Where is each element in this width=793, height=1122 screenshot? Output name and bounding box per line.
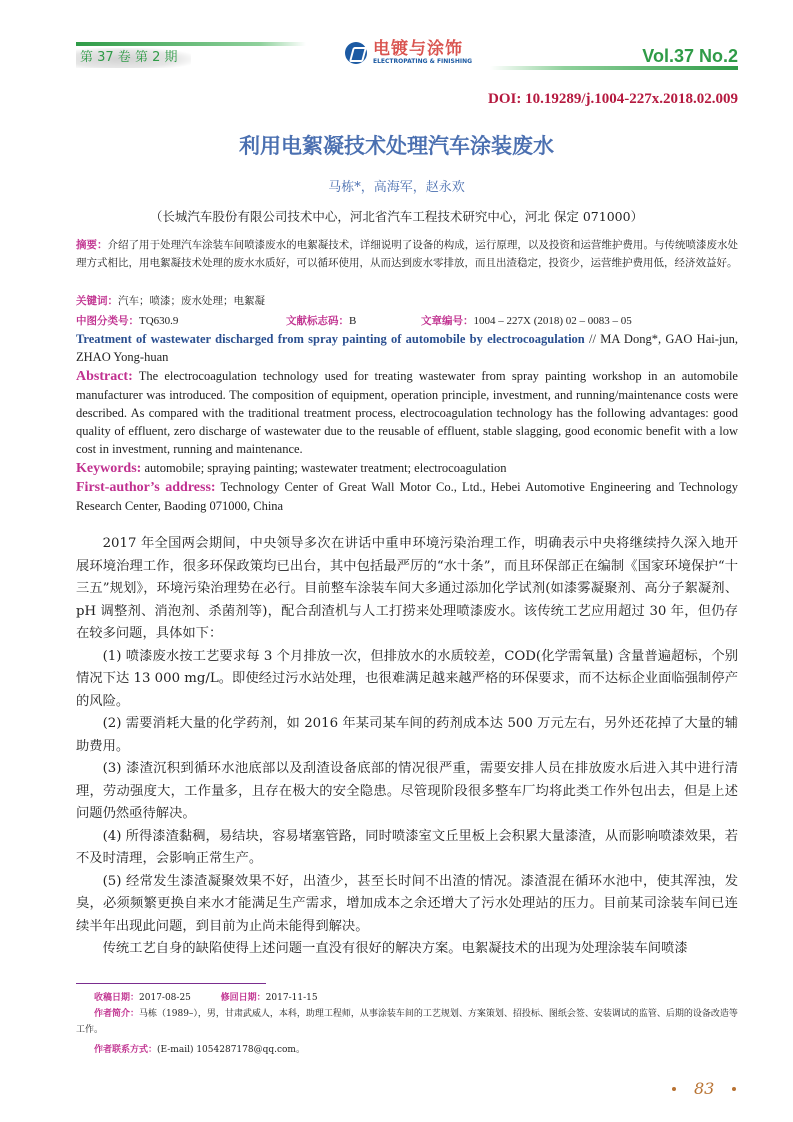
body-paragraph: 传统工艺自身的缺陷使得上述问题一直没有很好的解决方案。电絮凝技术的出现为处理涂装车间喷漆 [102,941,688,956]
article-authors: 马栋*，高海军，赵永欢 [328,180,465,195]
english-abstract-label: Abstract: [76,369,133,384]
bio-text: 马栋（1989–），男，甘肃武威人，本科，助理工程师，从事涂装车间的工艺规划、方案策划、招投标、图纸会签、安装调试的监管、后期的设备改造等工作。 [76,1009,738,1035]
article-affiliation: （长城汽车股份有限公司技术中心，河北省汽车工程技术研究中心，河北 保定 071000） [149,209,644,224]
english-title-block [76,330,738,366]
body-paragraph: 2017 年全国两会期间，中央领导多次在讲话中重申环境污染治理工作，明确表示中央将继续持久深入地开展环境治理工作，很多环保政策均已出台，其中包括最严厉的“水十条”，而且环保部正在编制《国家环境保护“十三五”规划》，环境污染治理势在必行。目前整车涂装车间大多通过添加化学试剂(如漆雾凝聚剂、高分子絮凝剂、pH 调整剂、消泡剂、杀菌剂等)，配合刮渣机与人工打捞来处理喷漆废水。该传统工艺应用超过 30 年，但仍存在较多问题，具体如下： [76,536,738,641]
page-dot-left [672,1087,676,1091]
page-number-text: 83 [694,1079,715,1098]
english-keywords [76,459,738,478]
received-date: 2017-08-25 [139,993,191,1003]
volume-label: Vol.37 No.2 [642,46,738,66]
footnote-contact [76,1042,738,1058]
english-address-text: Technology Center of Great Wall Motor Co., Ltd., Hebei Automotive Engineering and Technology Research Center, Baoding 071000, China [76,480,739,513]
article-title: 利用电絮凝技术处理汽车涂装废水 [239,134,554,158]
page-number [672,1079,736,1098]
revised-label: 修回日期： [220,993,266,1003]
clc-label: 中图分类号： [76,315,139,327]
abstract-cn [76,236,738,272]
clc-value: TQ630.9 [139,315,179,327]
article-id-value: 1004 – 227X (2018) 02 – 0083 – 05 [473,315,632,327]
english-authors: // MA Dong*, GAO Hai-jun, ZHAO Yong-huan [76,332,738,364]
page-dot-right [732,1087,736,1091]
doc-code-label: 文献标志码： [286,315,349,327]
contact-email[interactable]: (E-mail) 1054287178@qq.com。 [157,1045,305,1055]
journal-name-cn: 电镀与涂饰 [373,39,463,59]
body-text [76,533,738,961]
body-paragraph: (3) 漆渣沉积到循环水池底部以及刮渣设备底部的情况很严重，需要安排人员在排放废水后进入其中进行清理，劳动强度大，工作量多，且存在极大的安全隐患。尽管现阶段很多整车厂均将此类工作外包出去，但是上述问题仍然亟待解决。 [76,761,738,821]
body-paragraph: (5) 经常发生漆渣凝聚效果不好，出渣少，甚至长时间不出渣的情况。漆渣混在循环水池中，使其浑浊，发臭，必须频繁更换自来水才能满足生产需求，增加成本之余还增大了污水处理站的压力。目前某司涂装车间已连续半年出现此问题，到目前为止尚未能得到解决。 [76,873,738,934]
body-paragraph: (1) 喷漆废水按工艺要求每 3 个月排放一次，但排放水的水质较差，COD(化学需氧量) 含量普遍超标，个别情况下达 13 000 mg/L。即使经过污水站处理，也很难满足越来越严格的环保要求，而不达标企业面临强制停产的风险。 [76,648,738,709]
issue-label: 第 37 卷 第 2 期 [76,48,191,68]
journal-logo [345,40,472,66]
received-label: 收稿日期： [94,993,140,1003]
classification-row [76,313,738,328]
body-paragraph: (2) 需要消耗大量的化学药剂，如 2016 年某司某车间的药剂成本达 500 万元左右，另外还花掉了大量的辅助费用。 [76,716,738,754]
keywords-cn-text: 汽车；喷漆；废水处理；电絮凝 [118,295,265,307]
english-abstract [76,367,738,458]
abstract-cn-label: 摘要： [76,239,108,251]
abstract-cn-text: 介绍了用于处理汽车涂装车间喷漆废水的电絮凝技术，详细说明了设备的构成，运行原理，以及投资和运营维护费用。与传统喷漆废水处理方式相比，用电絮凝技术处理的废水水质好，可以循环使用，从而达到废水零排放，而且出渣稳定，投资少，运营维护费用低，经济效益好。 [76,239,739,269]
footnote-bio [76,1006,738,1038]
contact-label: 作者联系方式： [94,1045,158,1055]
english-address [76,478,738,515]
english-abstract-text: The electrocoagulation technology used for treating wastewater from spray painting workshop in an automobile manufacturer was introduced. The composition of equipment, operation principle, investment, and running/maintenance costs were described. As compared with the traditional treatment process, electrocoagulation technology has the following advantages: good quality of effluent, zero discharge of wastewater due to the reusable of effluent, stable slagging, good economic benefit with a low cost in investment, running and maintenance. [76,369,738,456]
journal-name-en: ELECTROPATING & FINISHING [373,58,473,65]
footnote-dates [76,990,738,1006]
english-title: Treatment of wastewater discharged from spray painting of automobile by electrocoagulation [76,332,585,346]
header-rule-left [76,42,306,46]
doc-code-value: B [349,315,357,327]
doi[interactable]: DOI: 10.19289/j.1004-227x.2018.02.009 [488,91,738,107]
english-keywords-label: Keywords: [76,461,142,476]
article-id-label: 文章编号： [421,315,474,327]
body-paragraph: (4) 所得漆渣黏稠，易结块，容易堵塞管路，同时喷漆室文丘里板上会积累大量漆渣，从而影响喷漆效果，若不及时清理，会影响正常生产。 [76,828,738,866]
keywords-cn-label: 关键词： [76,295,118,307]
journal-logo-icon [345,42,367,64]
revised-date: 2017-11-15 [265,993,318,1003]
bio-label: 作者简介： [94,1009,140,1019]
english-address-label: First-author’s address: [76,480,216,495]
keywords-cn [76,292,738,310]
english-keywords-text: automobile; spraying painting; wastewater treatment; electrocoagulation [144,461,507,475]
footnote-rule [76,983,266,984]
